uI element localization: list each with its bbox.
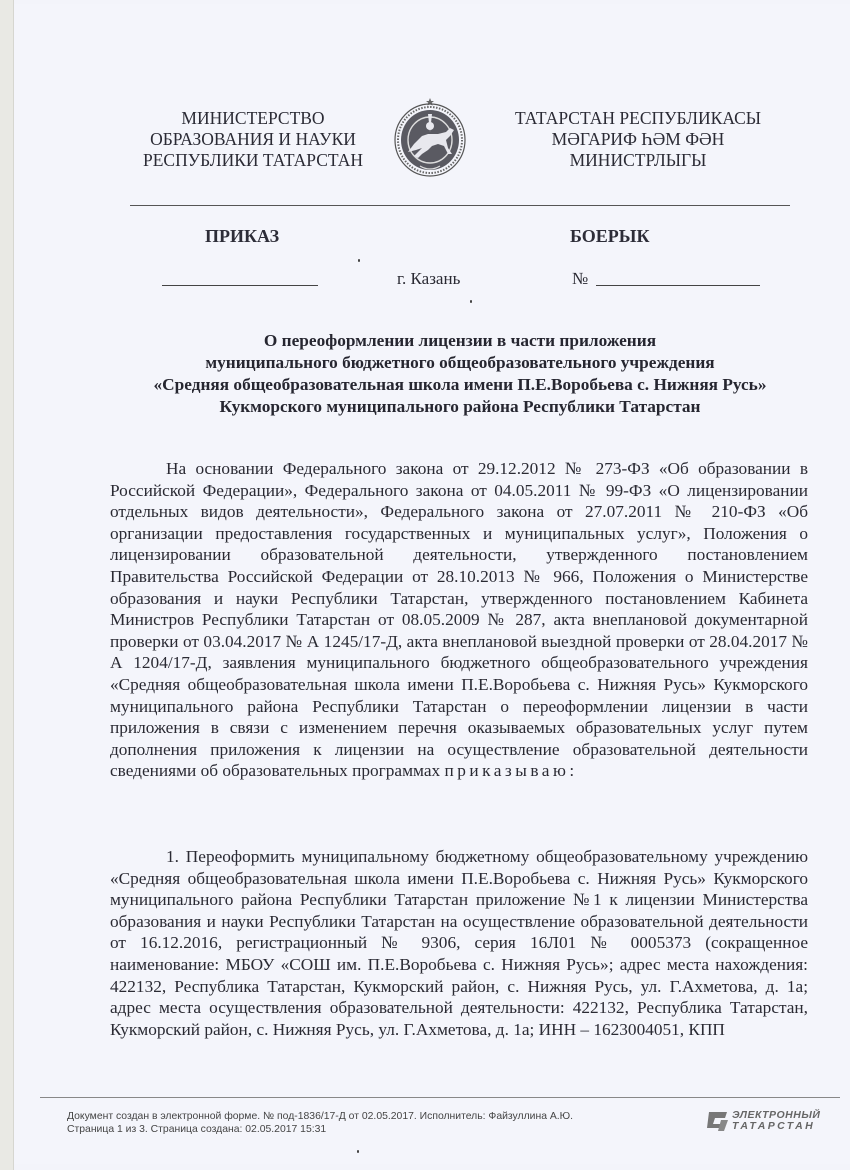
electronic-tatarstan-logo-icon <box>705 1110 729 1132</box>
scan-edge <box>0 0 14 1170</box>
ministry-name-tt-line: МӘГАРИФ ҺӘМ ФӘН <box>551 129 725 149</box>
scan-speck <box>470 300 472 303</box>
ministry-name-tt <box>478 108 798 171</box>
order-item-1 <box>110 846 808 1040</box>
footer-page-info: Страница 1 из 3. Страница создана: 02.05.2017 15:31 <box>67 1124 327 1135</box>
ministry-name-tt-line: МИНИСТРЛЫГЫ <box>569 150 707 170</box>
footer-document-info: Документ создан в электронной форме. № под-1836/17-Д от 02.05.2017. Исполнитель: Файзуллина А.Ю. <box>67 1111 574 1122</box>
coat-of-arms-icon <box>392 96 468 178</box>
footer-divider <box>40 1097 840 1098</box>
electronic-tatarstan-logo <box>705 1110 820 1132</box>
title-line: О переоформлении лицензии в части приложения <box>263 331 657 350</box>
ministry-name-tt-line: ТАТАРСТАН РЕСПУБЛИКАСЫ <box>514 108 762 128</box>
order-date-blank <box>162 285 318 286</box>
ministry-name-ru-line: РЕСПУБЛИКИ ТАТАРСТАН <box>142 150 363 170</box>
title-line: Кукморского муниципального района Республики Татарстан <box>219 397 701 416</box>
document-title <box>110 330 810 418</box>
title-line: «Средняя общеобразовательная школа имени П.Е.Воробьева с. Нижняя Русь» <box>153 375 767 394</box>
logo-text-line2: ТАТАРСТАН <box>732 1120 816 1132</box>
header-divider <box>130 205 790 206</box>
order-number-blank <box>596 285 760 286</box>
ministry-name-ru <box>128 108 378 171</box>
order-word: приказываю: <box>444 761 578 781</box>
scan-speck <box>357 1150 359 1153</box>
preamble-text: На основании Федерального закона от 29.12.2012 № 273-ФЗ «Об образовании в Российской Федерации», Федерального закона от 04.05.2011 № 99-ФЗ «О лицензировании отдельных видов деятельности», Федерального закона от 27.07.2011 № 210-ФЗ «Об организации предоставления государственных и муниципальных услуг», Положения о лицензировании образовательной деятельности, утвержденного постановлением Правительства Российской Федерации от 28.10.2013 № 966, Положения о Министерстве образования и науки Республики Татарстан, утвержденного постановлением Кабинета Министров Республики Татарстан от 08.05.2009 № 287, акта внеплановой документарной проверки от 03.04.2017 № А 1245/17-Д, акта внеплановой выездной проверки от 28.04.2017 № А 1204/17-Д, заявления муниципального бюджетного общеобразовательного учреждения «Средняя общеобразовательная школа имени П.Е.Воробьева с. Нижняя Русь» Кукморского муниципального района Республики Татарстан о переоформлении лицензии в части приложения в связи с изменением перечня оказываемых образовательных услуг путем дополнения приложения к лицензии на осуществление образовательной деятельности сведениями об образовательных программах <box>110 459 808 781</box>
order-item-1-text: 1. Переоформить муниципальному бюджетному общеобразовательному учреждению «Средняя общеобразовательная школа имени П.Е.Воробьева с. Нижняя Русь» Кукморского муниципального района Республики Татарстан приложение №1 к лицензии Министерства образования и науки Республики Татарстан на осуществление образовательной деятельности от 16.12.2016, регистрационный № 9306, серия 16Л01 № 0005373 (сокращенное наименование: МБОУ «СОШ им. П.Е.Воробьева с. Нижняя Русь»; адрес места нахождения: 422132, Республика Татарстан, Кукморский район, с. Нижняя Русь, ул. Г.Ахметова, д. 1а; адрес места осуществления образовательной деятельности: 422132, Республика Татарстан, Кукморский район, с. Нижняя Русь, ул. Г.Ахметова, д. 1а; ИНН – 1623004051, КПП <box>110 847 808 1039</box>
order-type-ru: ПРИКАЗ <box>205 226 280 246</box>
logo-text <box>732 1110 820 1132</box>
logo-text-line1: ЭЛЕКТРОННЫЙ <box>732 1109 821 1121</box>
ministry-name-ru-line: МИНИСТЕРСТВО <box>181 108 325 128</box>
order-number-sign: № <box>572 269 589 288</box>
order-city: г. Казань <box>397 269 461 288</box>
ministry-name-ru-line: ОБРАЗОВАНИЯ И НАУКИ <box>150 129 356 149</box>
preamble-paragraph <box>110 458 808 782</box>
footer-info <box>67 1110 573 1136</box>
title-line: муниципального бюджетного общеобразовательного учреждения <box>205 353 715 372</box>
scan-speck <box>358 259 360 262</box>
order-type-tt: БОЕРЫК <box>570 226 650 246</box>
